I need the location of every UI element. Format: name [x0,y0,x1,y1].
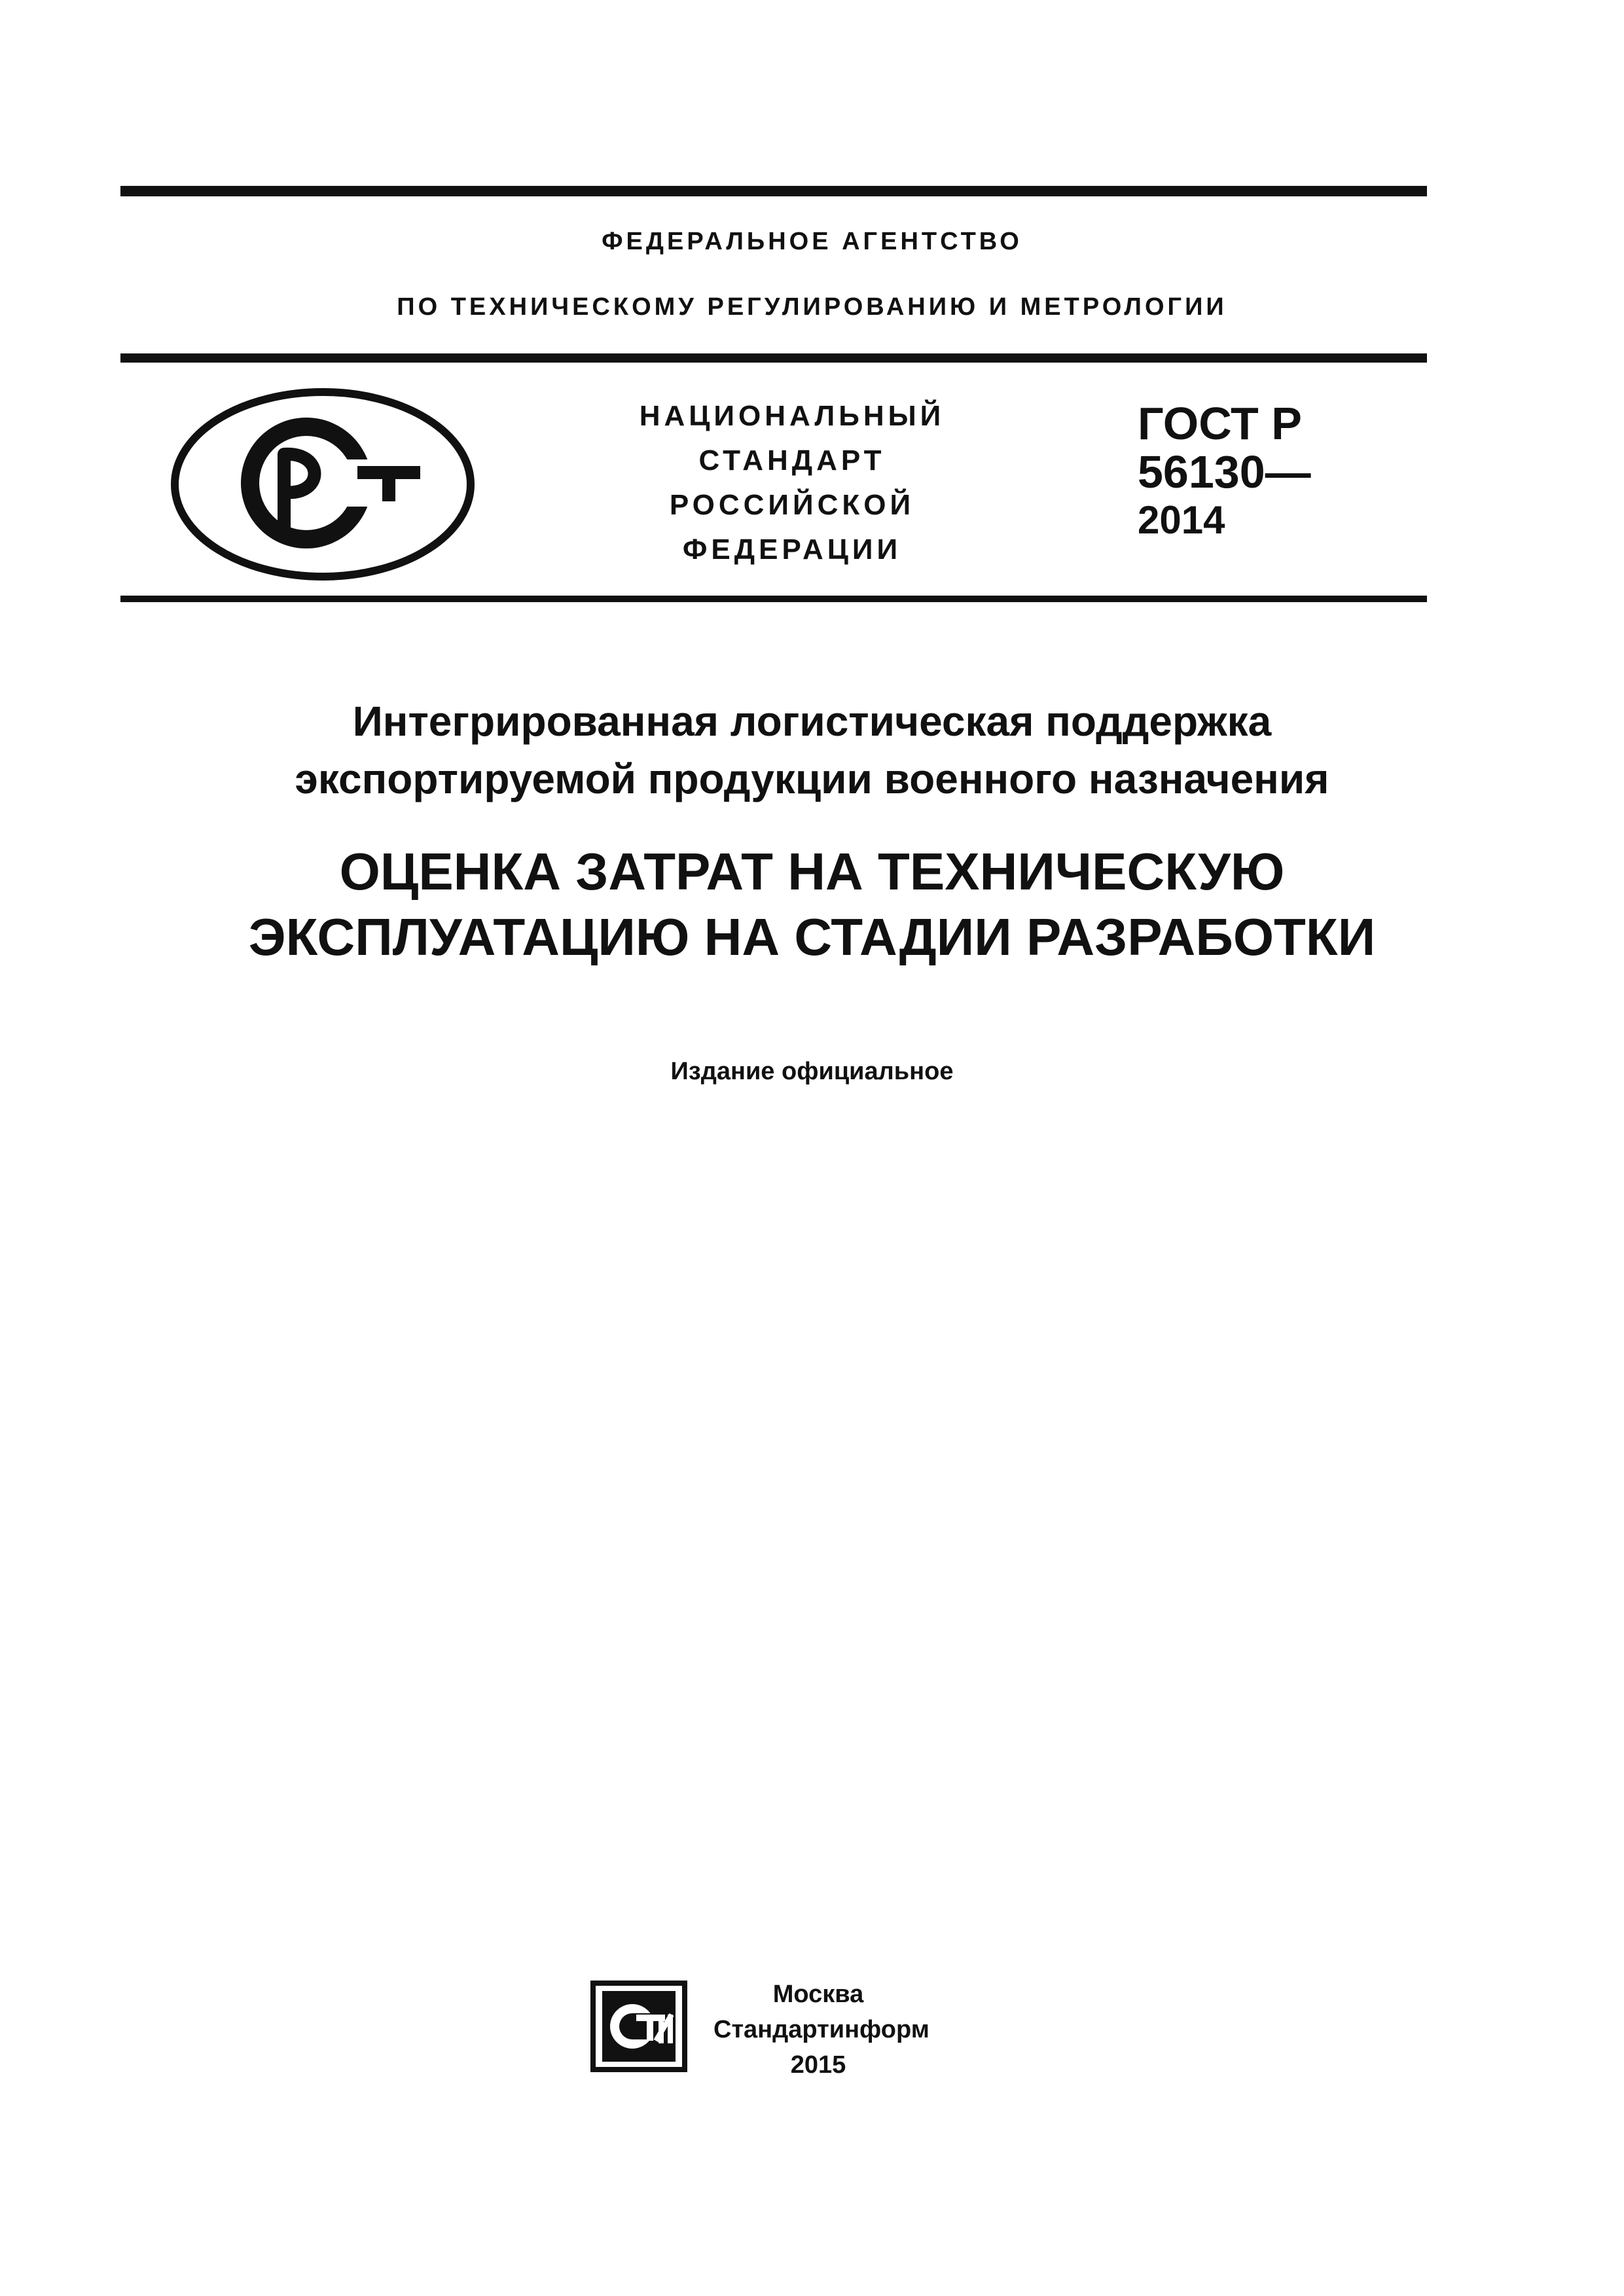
subtitle-line-2: экспортируемой продукции военного назначения [295,755,1329,802]
edition-label: Издание официальное [670,1058,954,1085]
header-rule [120,353,1427,363]
agency-line-1: ФЕДЕРАЛЬНОЕ АГЕНТСТВО [602,228,1022,255]
gost-number: 56130— [1138,446,1311,497]
gost-year: 2014 [1138,498,1225,542]
publisher-city: Москва [772,1981,864,2008]
national-standard-line: РОССИЙСКОЙ [669,489,915,521]
standartinform-logo-icon [590,1981,687,2072]
agency-line-2: ПО ТЕХНИЧЕСКОМУ РЕГУЛИРОВАНИЮ И МЕТРОЛОГИИ [397,293,1227,321]
document-subtitle [0,692,1624,808]
top-rule [120,186,1427,196]
document-title [0,839,1624,970]
gost-designation [1138,399,1413,545]
publisher-year: 2015 [790,2051,846,2079]
publisher-name: Стандартинформ [713,2016,929,2043]
title-line-2: ЭКСПЛУАТАЦИЮ НА СТАДИИ РАЗРАБОТКИ [248,908,1376,966]
national-standard-label [576,394,1008,572]
header-bottom-rule [120,596,1427,602]
national-standard-line: ФЕДЕРАЦИИ [682,533,902,565]
publisher-block [713,1977,929,2083]
national-standard-line: СТАНДАРТ [698,444,886,476]
gost-prefix: ГОСТ Р [1138,398,1302,449]
title-line-1: ОЦЕНКА ЗАТРАТ НА ТЕХНИЧЕСКУЮ [339,842,1285,901]
rst-emblem-icon [169,386,477,583]
national-standard-line: НАЦИОНАЛЬНЫЙ [639,400,945,432]
subtitle-line-1: Интегрированная логистическая поддержка [352,698,1272,745]
